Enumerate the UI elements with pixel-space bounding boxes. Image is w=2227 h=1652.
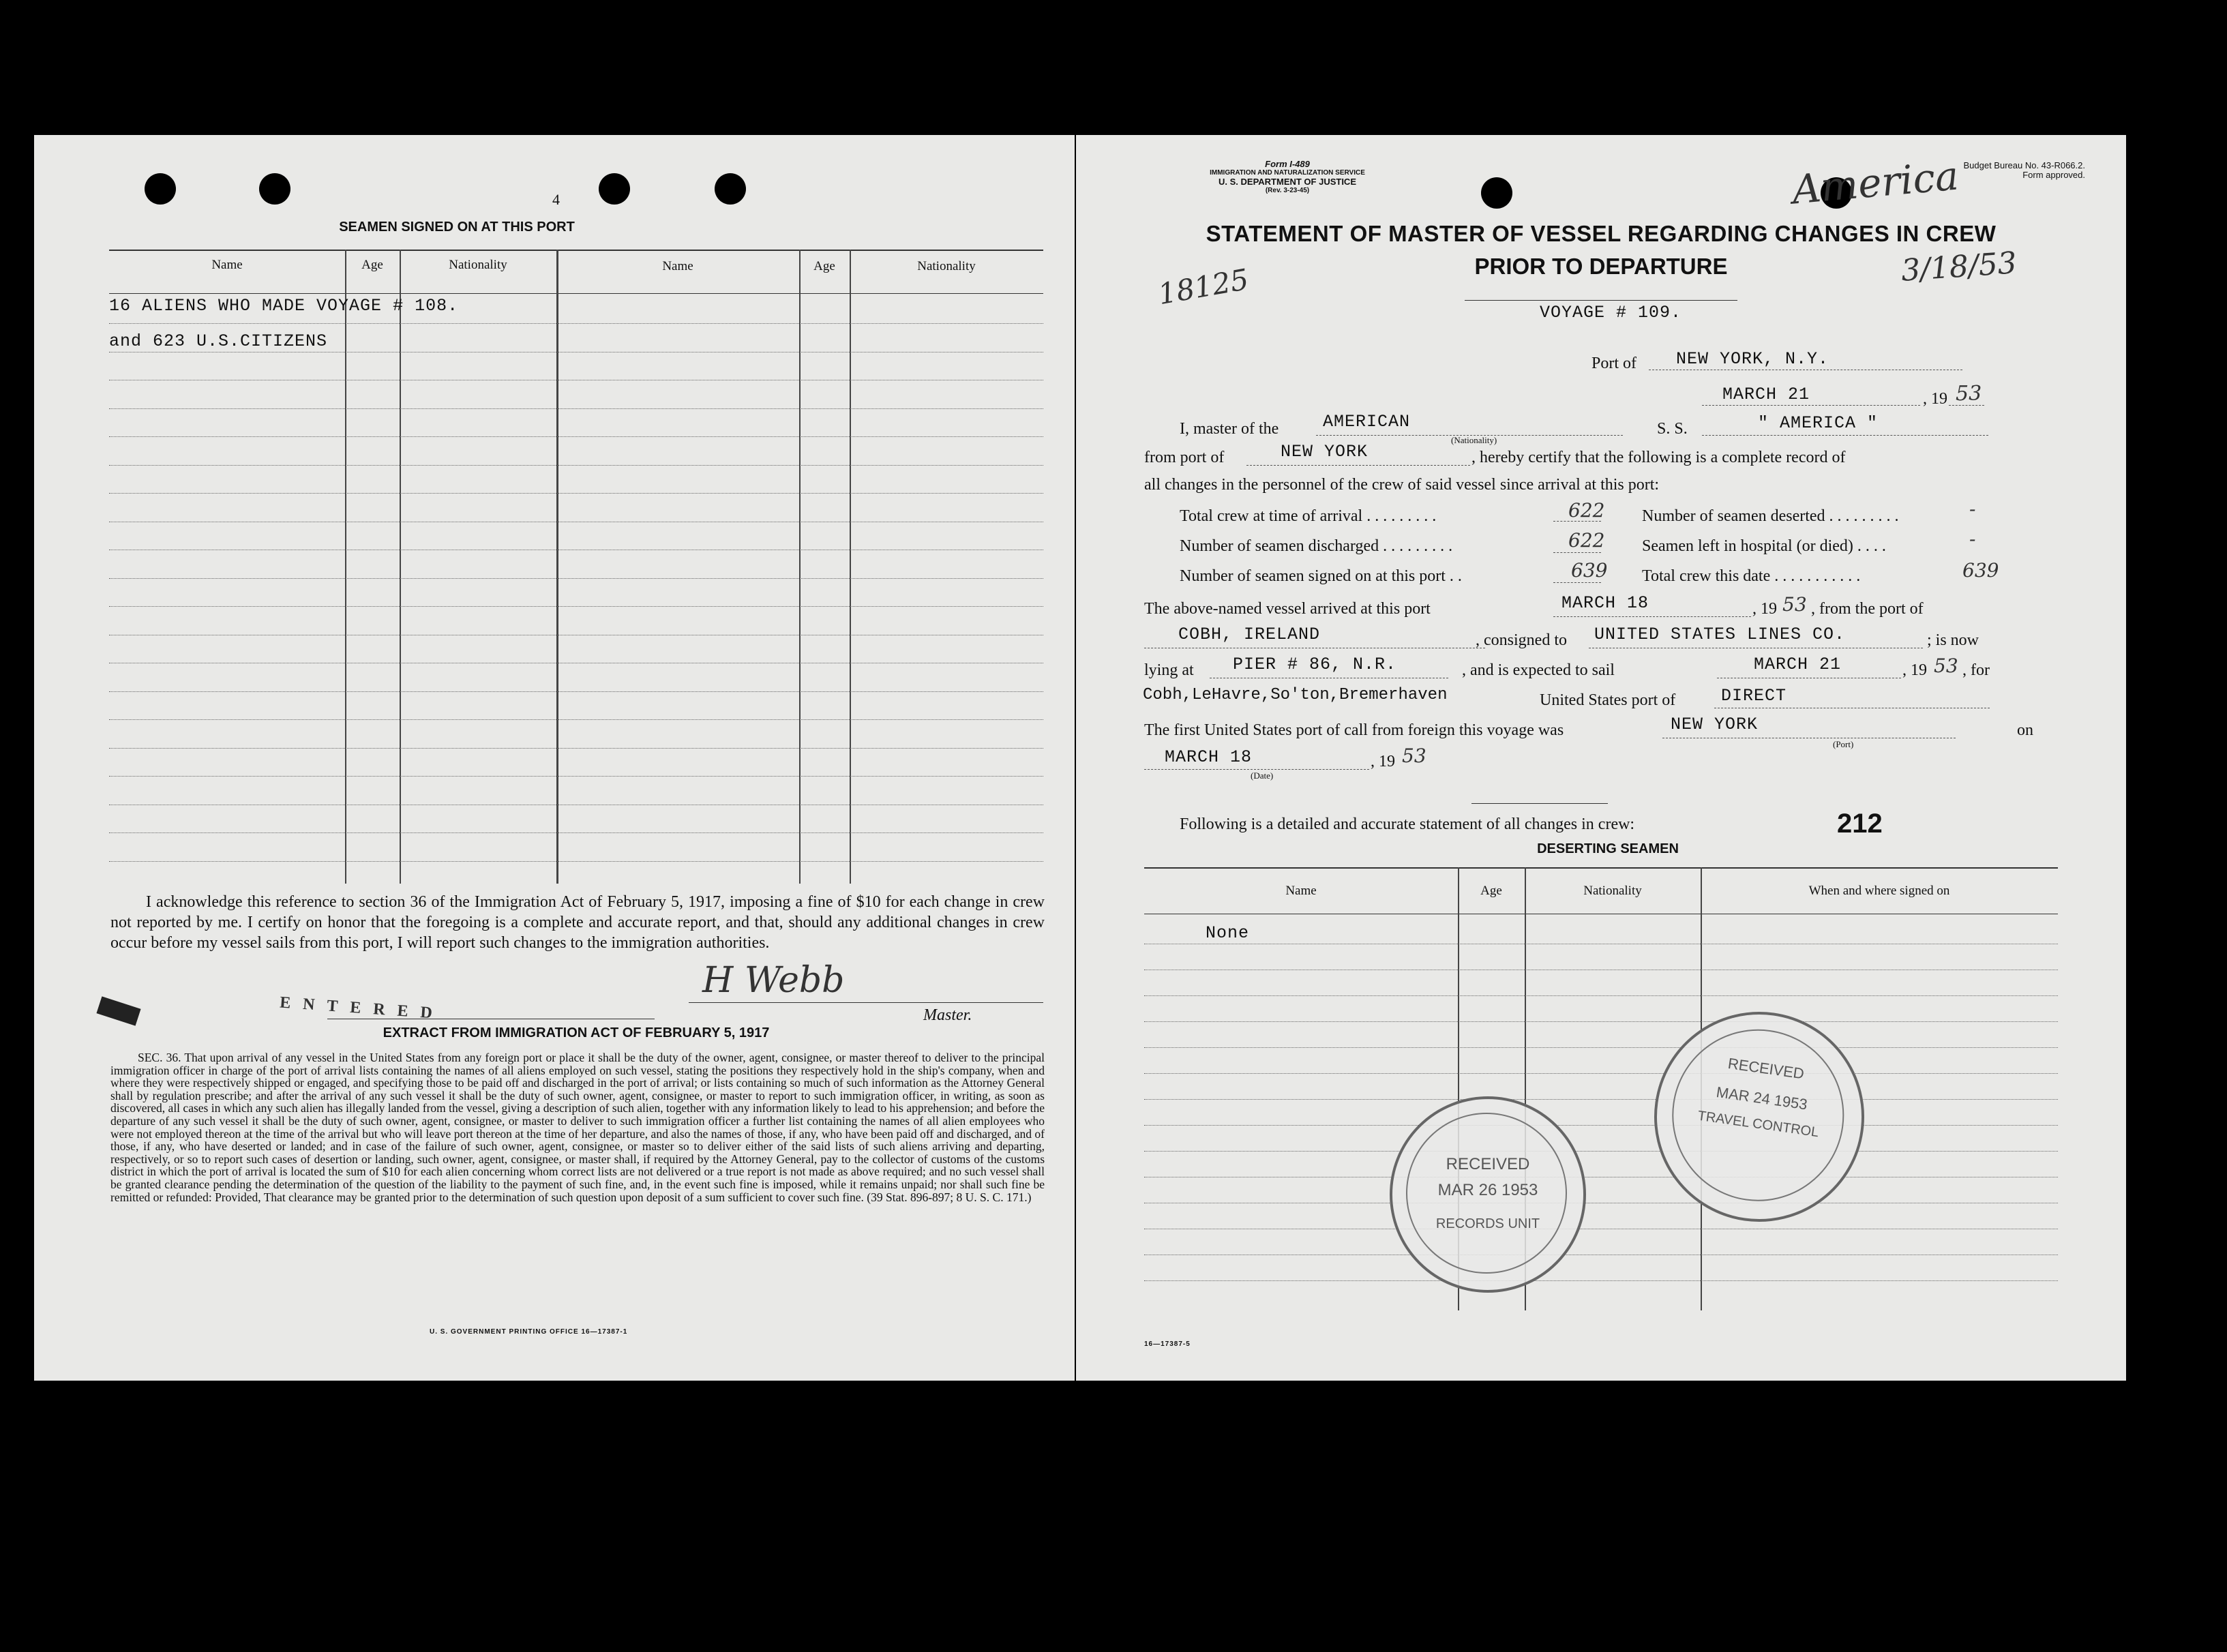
punch-hole bbox=[145, 173, 176, 205]
deserting-entry: None bbox=[1206, 923, 1250, 943]
arrived-line bbox=[1553, 616, 1751, 617]
handwritten-date: 3/18/53 bbox=[1900, 245, 2018, 288]
received-stamp bbox=[1390, 1096, 1586, 1293]
column-header-signed-on: When and where signed on bbox=[1808, 884, 1950, 898]
handwritten-ship-name: America bbox=[1790, 152, 1961, 213]
punch-hole bbox=[259, 173, 290, 205]
column-divider bbox=[345, 250, 346, 884]
hospital-value: - bbox=[1969, 528, 1976, 550]
punch-hole bbox=[599, 173, 630, 205]
table-row-rule bbox=[1144, 1021, 2058, 1022]
travel-stamp-date: MAR 24 1953 bbox=[1715, 1083, 1809, 1113]
table-row-rule bbox=[1144, 995, 2058, 996]
acknowledgement-text: I acknowledge this reference to section 36 of the Immigration Act of February 5, 1917, imposing a fine of $10 for each change in crew not reported by me. I certify on honor that the foregoing is a complete and accurate report, and that, should any additional changes in crew occur before my vessel sails from this port, I will report such changes to the immigration authorities. bbox=[110, 893, 1045, 952]
ship-name: " AMERICA " bbox=[1758, 413, 1879, 433]
deserted-value: - bbox=[1969, 498, 1976, 520]
budget-number: Budget Bureau No. 43-R066.2. bbox=[1963, 160, 2085, 170]
column-header-name: Name bbox=[662, 259, 693, 273]
port-label: Port of bbox=[1591, 355, 1636, 372]
total-crew-arrival: 622 bbox=[1568, 499, 1605, 522]
travel-stamp-unit: TRAVEL CONTROL bbox=[1697, 1108, 1820, 1141]
from-port-line bbox=[1246, 465, 1470, 466]
from-the-port-label: , from the port of bbox=[1811, 600, 1924, 618]
first-port-label: The first United States port of call from foreign this voyage was bbox=[1144, 721, 1564, 739]
page-number: 4 bbox=[552, 191, 560, 208]
column-header-age: Age bbox=[813, 259, 835, 273]
table-row-rule bbox=[109, 606, 1043, 607]
left-page bbox=[34, 135, 1075, 1381]
signed-on-value: 639 bbox=[1571, 559, 1608, 582]
punch-hole bbox=[715, 173, 746, 205]
table-row-rule bbox=[1144, 1125, 2058, 1126]
table-row-rule bbox=[109, 465, 1043, 466]
column-divider bbox=[400, 250, 401, 884]
column-header-name: Name bbox=[1285, 884, 1317, 898]
entered-stamp: ENTERED bbox=[279, 993, 445, 1023]
section-title: SEAMEN SIGNED ON AT THIS PORT bbox=[339, 220, 575, 235]
first-port: NEW YORK bbox=[1671, 715, 1759, 734]
lying-at-label: lying at bbox=[1144, 661, 1194, 679]
ss-label: S. S. bbox=[1657, 420, 1688, 438]
table-header-rule bbox=[109, 293, 1043, 294]
travel-control-stamp bbox=[1641, 998, 1878, 1235]
from-port-value: NEW YORK bbox=[1281, 442, 1369, 462]
total-crew-arrival-label: Total crew at time of arrival . . . . . . . . . bbox=[1180, 507, 1437, 525]
received-stamp-unit: RECORDS UNIT bbox=[1435, 1216, 1540, 1231]
form-subtitle: PRIOR TO DEPARTURE bbox=[1474, 254, 1728, 279]
column-header-age: Age bbox=[361, 258, 383, 272]
received-stamp-date: MAR 26 1953 bbox=[1437, 1181, 1538, 1199]
origin-port: COBH, IRELAND bbox=[1178, 625, 1321, 644]
statute-text: SEC. 36. That upon arrival of any vessel in the United States from any foreign port or place it shall be the duty of the owner, agent, consignee, or master thereof to deliver to the principal immigration officer in charge of the port of arrival lists containing the names of all aliens employed on such vessel, stating the positions they respectively hold in the ship's company, when and where they were respectively shipped or engaged, and specifying those to be paid off and discharged in the port of arrival; or lists containing so much of such information as the Attorney General shall by regulation prescribe; and after the arrival of any such vessel it shall be the duty of such owner, agent, consignee, or master to report to such immigration officer, in writing, as soon as discovered, all cases in which any such alien has illegally landed from the vessel, giving a description of such alien, together with any information likely to lead to his apprehension; and before the departure of any such vessel it shall be the duty of such owner, agent, consignee, or master to deliver to such immigration officer a further list containing the names of all alien employees who were not employed thereon at the time of the arrival but who will leave port thereon at the time of her departure, and also the names of those, if any, who have been paid off and discharged, and of those, if any, who have deserted or landed; and in case of the failure of such owner, agent, consignee, or master so to deliver either of the said lists of such aliens arriving and departing, respectively, or so to report such cases of desertion or landing, such owner, agent, consignee, or master shall, if required by the Attorney General, pay to the collector of customs of the customs district in which the port of arrival is located the sum of $10 for each alien concerning whom correct lists are not delivered or a true report is not made as above required; and no such vessel shall be granted clearance pending the determination of the question of the liability to the payment of such fine, and, in the event such fine is imposed, while it remains unpaid; nor shall such fine be remitted or refunded: Provided, That clearance may be granted prior to the determination of such question upon deposit of a sum sufficient to cover such fine. (39 Stat. 896-897; 8 U. S. C. 171.) bbox=[110, 1051, 1045, 1204]
signed-on-label: Number of seamen signed on at this port . . bbox=[1180, 567, 1462, 585]
nationality-caption: (Nationality) bbox=[1451, 435, 1497, 445]
certify-text-2: all changes in the personnel of the crew of said vessel since arrival at this port: bbox=[1144, 476, 1660, 494]
first-date-line bbox=[1144, 769, 1369, 770]
following-label: Following is a detailed and accurate statement of all changes in crew: bbox=[1180, 815, 1635, 833]
voyage-number: VOYAGE # 109. bbox=[1540, 303, 1682, 322]
is-now-label: ; is now bbox=[1927, 631, 1979, 649]
form-approved: Form approved. bbox=[2022, 170, 2085, 180]
sail-date: MARCH 21 bbox=[1754, 655, 1842, 674]
travel-stamp-title: RECEIVED bbox=[1727, 1054, 1806, 1083]
table-row-rule bbox=[109, 578, 1043, 579]
us-port-label: United States port of bbox=[1540, 691, 1676, 709]
pier: PIER # 86, N.R. bbox=[1233, 655, 1397, 674]
table-row-rule bbox=[109, 436, 1043, 437]
column-header-nationality: Nationality bbox=[1583, 884, 1642, 898]
total-date-value: 639 bbox=[1962, 559, 1999, 582]
table-row-rule bbox=[109, 493, 1043, 494]
table-row-rule bbox=[109, 861, 1043, 862]
master-signature: H Webb bbox=[702, 960, 845, 1001]
column-divider bbox=[850, 250, 851, 884]
table-row-rule bbox=[109, 832, 1043, 833]
sail-label: , and is expected to sail bbox=[1462, 661, 1615, 679]
table-row-rule bbox=[109, 776, 1043, 777]
discharged-value: 622 bbox=[1568, 529, 1605, 552]
table-row-rule bbox=[109, 719, 1043, 720]
table-row-rule bbox=[109, 691, 1043, 692]
deserted-label: Number of seamen deserted . . . . . . . . . bbox=[1642, 507, 1899, 525]
on-label: on bbox=[2017, 721, 2033, 739]
for-label: , for bbox=[1962, 661, 1990, 679]
stamp-mark bbox=[96, 996, 140, 1025]
date-year-prefix: 19 bbox=[1931, 390, 1947, 408]
short-rule bbox=[1471, 803, 1608, 804]
destinations: Cobh,LeHavre,So'ton,Bremerhaven bbox=[1143, 686, 1448, 704]
value-line bbox=[1553, 582, 1601, 583]
date-line bbox=[1702, 405, 1920, 406]
us-port: DIRECT bbox=[1721, 686, 1787, 706]
total-date-label: Total crew this date . . . . . . . . . . . bbox=[1642, 567, 1861, 585]
voyage-rule bbox=[1465, 300, 1737, 301]
discharged-label: Number of seamen discharged . . . . . . . . . bbox=[1180, 537, 1453, 555]
agency-line-1: IMMIGRATION AND NATURALIZATION SERVICE bbox=[1210, 169, 1365, 177]
value-line bbox=[1553, 552, 1601, 553]
revision: (Rev. 3-23-45) bbox=[1265, 187, 1310, 194]
table-top-rule bbox=[109, 250, 1043, 251]
arrived-label: The above-named vessel arrived at this port bbox=[1144, 600, 1431, 618]
consignee: UNITED STATES LINES CO. bbox=[1594, 625, 1846, 644]
form-number: Form I-489 bbox=[1265, 159, 1310, 169]
table-row-rule bbox=[109, 323, 1043, 324]
deserting-title: DESERTING SEAMEN bbox=[1537, 841, 1679, 856]
date-year: 53 bbox=[1956, 382, 1982, 406]
form-header bbox=[1131, 160, 1444, 195]
printer-line: 16—17387-5 bbox=[1144, 1340, 1191, 1348]
arrived-year: 53 bbox=[1782, 593, 1807, 616]
entry-citizens: and 623 U.S.CITIZENS bbox=[109, 331, 328, 351]
port-value: NEW YORK, N.Y. bbox=[1676, 349, 1829, 369]
count-number: 212 bbox=[1837, 809, 1883, 839]
punch-hole bbox=[1481, 177, 1512, 209]
ship-line bbox=[1702, 435, 1988, 436]
date-value: MARCH 21 bbox=[1722, 385, 1810, 404]
signature-line bbox=[689, 1002, 1043, 1003]
master-of-label: I, master of the bbox=[1180, 420, 1279, 438]
column-divider bbox=[799, 250, 801, 884]
form-title: STATEMENT OF MASTER OF VESSEL REGARDING CHANGES IN CREW bbox=[1206, 221, 1997, 246]
master-label: Master. bbox=[923, 1006, 972, 1024]
table-row-rule bbox=[109, 748, 1043, 749]
table-row-rule bbox=[109, 408, 1043, 409]
table-row-rule bbox=[1144, 1073, 2058, 1074]
column-divider bbox=[556, 250, 558, 884]
handwritten-file-number: 18125 bbox=[1155, 262, 1251, 312]
from-port-label: from port of bbox=[1144, 449, 1225, 466]
agency-line-2: U. S. DEPARTMENT OF JUSTICE bbox=[1219, 177, 1356, 187]
right-page: Form I-489 IMMIGRATION AND NATURALIZATION SERVICE U. S. DEPARTMENT OF JUSTICE (Rev. 3-23-45) Budget Bureau No. 43-R066.2. Form approved. America STATEMENT OF MASTER OF VESSEL REGARDING CHANGES IN CREW PRIOR TO DEPARTURE 3/18/53 18125 VOYAGE # 109. Port of NEW YORK, N.Y. MARCH 21 , 19 53 I, master of the AMERICAN (Nationality) S. S. " AMERICA " from port of NEW YORK , hereby certify that the following is a complete record of all changes in the personnel of the crew of said vessel since arrival at this port: Total crew at time of arrival . . . . . . . . . 622 Number of seamen deserted . . . . . . . . . - Number of seamen discharged . . . . . . . . . 622 Seamen left in hospital (or died) . . . . - Number of seamen signed on at this port . . 639 Total crew this date . . . . . . . . . . . 639 The above-named vessel arrived at this port MARCH 18 , 19 53 , from the port of COBH, IRELAND , consigned to UNITED STATES LINES CO. ; is now lying at PIER # 86, N.R. , and is expected to sail MARCH 21 , 19 53 , for Cobh,LeHavre,So'ton,Bremerhaven United States port of DIRECT The first United States port of call from foreign this voyage was NEW YORK (Port) on MARCH 18 (Date) , 19 53 Following is a detailed and accurate statement of all changes in crew: 212 DESERTING SEAMEN Name Age Nationality When and where signed on None RECEIVED MAR 26 1953 RECORDS UNIT RECEIVED MAR 24 1953 TRAVEL CONTROL 16—17387-5 bbox=[1076, 135, 2126, 1381]
column-header-nationality: Nationality bbox=[449, 258, 507, 272]
column-header-age: Age bbox=[1480, 884, 1502, 898]
first-port-year: 53 bbox=[1402, 745, 1426, 767]
table-row-rule bbox=[1144, 1047, 2058, 1048]
column-header-name: Name bbox=[211, 258, 243, 272]
table-top-rule bbox=[1144, 867, 2058, 869]
date-caption: (Date) bbox=[1251, 770, 1274, 781]
hospital-label: Seamen left in hospital (or died) . . . . bbox=[1642, 537, 1886, 555]
table-row-rule bbox=[1144, 1151, 2058, 1152]
extract-title: EXTRACT FROM IMMIGRATION ACT OF FEBRUARY 5, 1917 bbox=[383, 1025, 770, 1040]
certify-text-1: , hereby certify that the following is a complete record of bbox=[1471, 449, 1846, 466]
value-line bbox=[1553, 521, 1601, 522]
received-stamp-title: RECEIVED bbox=[1446, 1155, 1530, 1173]
first-port-date: MARCH 18 bbox=[1165, 747, 1253, 767]
sail-year: 53 bbox=[1934, 655, 1958, 677]
entry-aliens: 16 ALIENS WHO MADE VOYAGE # 108. bbox=[109, 296, 459, 316]
arrived-date: MARCH 18 bbox=[1561, 593, 1649, 613]
year-line bbox=[1949, 405, 1984, 406]
column-header-nationality: Nationality bbox=[917, 259, 976, 273]
printer-line: U. S. GOVERNMENT PRINTING OFFICE 16—17387-1 bbox=[430, 1328, 628, 1336]
table-row-rule bbox=[1144, 1099, 2058, 1100]
table-row-rule bbox=[1144, 1280, 2058, 1281]
port-caption: (Port) bbox=[1833, 739, 1854, 749]
nationality-value: AMERICAN bbox=[1323, 412, 1411, 432]
consigned-label: , consigned to bbox=[1476, 631, 1567, 649]
